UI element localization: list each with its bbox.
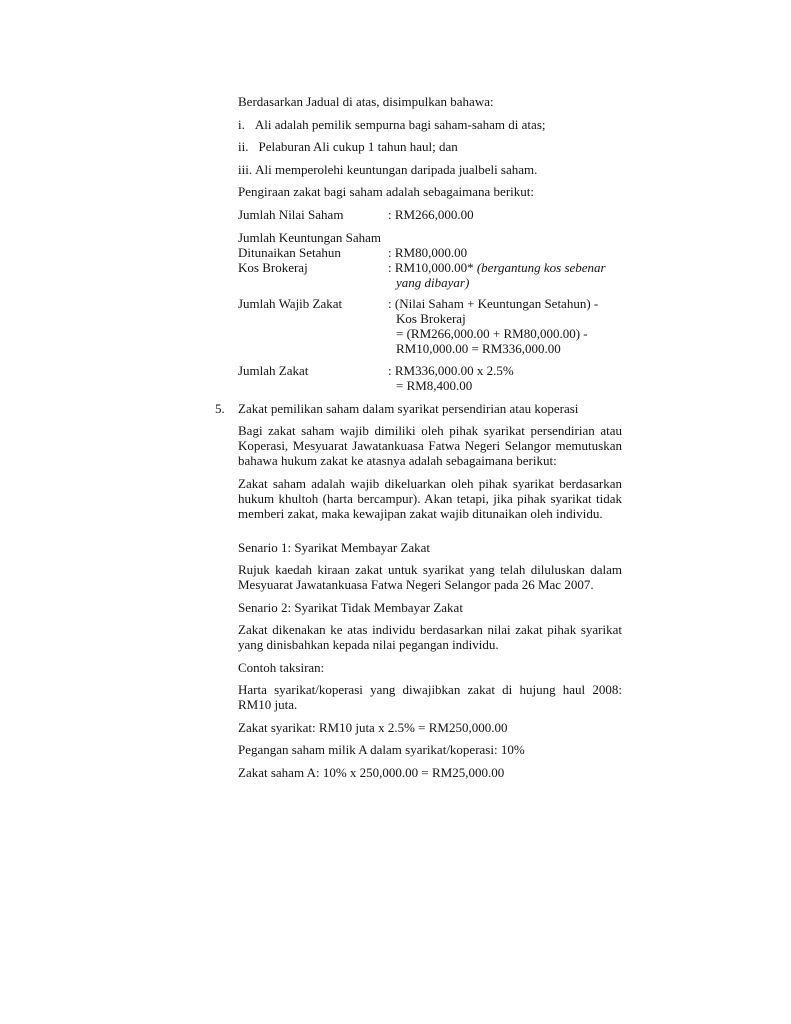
calc-label-keuntungan: Jumlah Keuntungan Saham (238, 230, 381, 245)
conclusion-point (238, 117, 545, 132)
calc-value-keuntungan: : RM80,000.00 (388, 245, 468, 260)
point-text: Ali adalah pemilik sempurna bagi saham-saham di atas; (254, 117, 546, 132)
calc-value-wajib-zakat: RM10,000.00 = RM336,000.00 (396, 341, 561, 356)
calc-value-wajib-zakat: = (RM266,000.00 + RM80,000.00) - (396, 326, 588, 341)
calc-value-kos-brokeraj (388, 260, 606, 275)
calc-value-wajib-zakat: : (Nilai Saham + Keuntungan Setahun) - (388, 296, 599, 311)
calc-label-jumlah-zakat: Jumlah Zakat (238, 363, 309, 378)
scenario-1-line: Mesyuarat Jawatankuasa Fatwa Negeri Selangor pada 26 Mac 2007. (238, 577, 594, 592)
point-text: Ali memperolehi keuntungan daripada jualbeli saham. (255, 162, 538, 177)
calc-label-keuntungan: Ditunaikan Setahun (238, 245, 341, 260)
calc-value-wajib-zakat: Kos Brokeraj (396, 311, 466, 326)
example-holding: Pegangan saham milik A dalam syarikat/koperasi: 10% (238, 742, 525, 757)
section-number: 5. (215, 401, 225, 416)
example-assets-line: Harta syarikat/koperasi yang diwajibkan zakat di hujung haul 2008: (238, 682, 622, 697)
example-company-zakat: Zakat syarikat: RM10 juta x 2.5% = RM250,000.00 (238, 720, 508, 735)
scenario-2-line: Zakat dikenakan ke atas individu berdasarkan nilai zakat pihak syarikat (238, 622, 622, 637)
calc-label-kos-brokeraj: Kos Brokeraj (238, 260, 308, 275)
conclusion-point (238, 139, 458, 154)
scenario-1-line: Rujuk kaedah kiraan zakat untuk syarikat yang telah diluluskan dalam (238, 562, 622, 577)
example-title: Contoh taksiran: (238, 660, 325, 675)
calculation-intro: Pengiraan zakat bagi saham adalah sebagaimana berikut: (238, 184, 534, 199)
scenario-1-title: Senario 1: Syarikat Membayar Zakat (238, 540, 431, 555)
conclusion-point (238, 162, 537, 177)
fatwa-intro-line: bahawa hukum zakat ke atasnya adalah sebagaimana berikut: (238, 453, 557, 468)
calc-value-jumlah-zakat: = RM8,400.00 (396, 378, 473, 393)
point-marker: ii. (238, 139, 249, 154)
kos-brokeraj-note: (bergantung kos sebenar (476, 260, 606, 275)
ruling-line: Zakat saham adalah wajib dikeluarkan oleh pihak syarikat berdasarkan (238, 476, 622, 491)
scenario-2-line: yang dinisbahkan kepada nilai pegangan individu. (238, 637, 499, 652)
fatwa-intro-line: Bagi zakat saham wajib dimiliki oleh pihak syarikat persendirian atau (238, 423, 622, 438)
example-assets-line: RM10 juta. (238, 697, 298, 712)
fatwa-intro-line: Koperasi, Mesyuarat Jawatankuasa Fatwa Negeri Selangor memutuskan (238, 438, 622, 453)
calc-label-nilai-saham: Jumlah Nilai Saham (238, 207, 344, 222)
scenario-2-title: Senario 2: Syarikat Tidak Membayar Zakat (238, 600, 463, 615)
ruling-line: hukum khultoh (harta bercampur). Akan tetapi, jika pihak syarikat tidak (238, 491, 622, 506)
point-text: Pelaburan Ali cukup 1 tahun haul; dan (258, 139, 458, 154)
point-marker: i. (238, 117, 245, 132)
kos-brokeraj-amount: : RM10,000.00* (388, 260, 474, 275)
example-share-zakat: Zakat saham A: 10% x 250,000.00 = RM25,000.00 (238, 765, 505, 780)
conclusion-intro: Berdasarkan Jadual di atas, disimpulkan bahawa: (238, 94, 494, 109)
kos-brokeraj-note: yang dibayar) (396, 275, 470, 290)
section-heading: Zakat pemilikan saham dalam syarikat persendirian atau koperasi (238, 401, 579, 416)
point-marker: iii. (238, 162, 253, 177)
calc-label-wajib-zakat: Jumlah Wajib Zakat (238, 296, 343, 311)
ruling-line: memberi zakat, maka kewajipan zakat wajib ditunaikan oleh individu. (238, 506, 603, 521)
calc-value-jumlah-zakat: : RM336,000.00 x 2.5% (388, 363, 514, 378)
calc-value-nilai-saham: : RM266,000.00 (388, 207, 474, 222)
